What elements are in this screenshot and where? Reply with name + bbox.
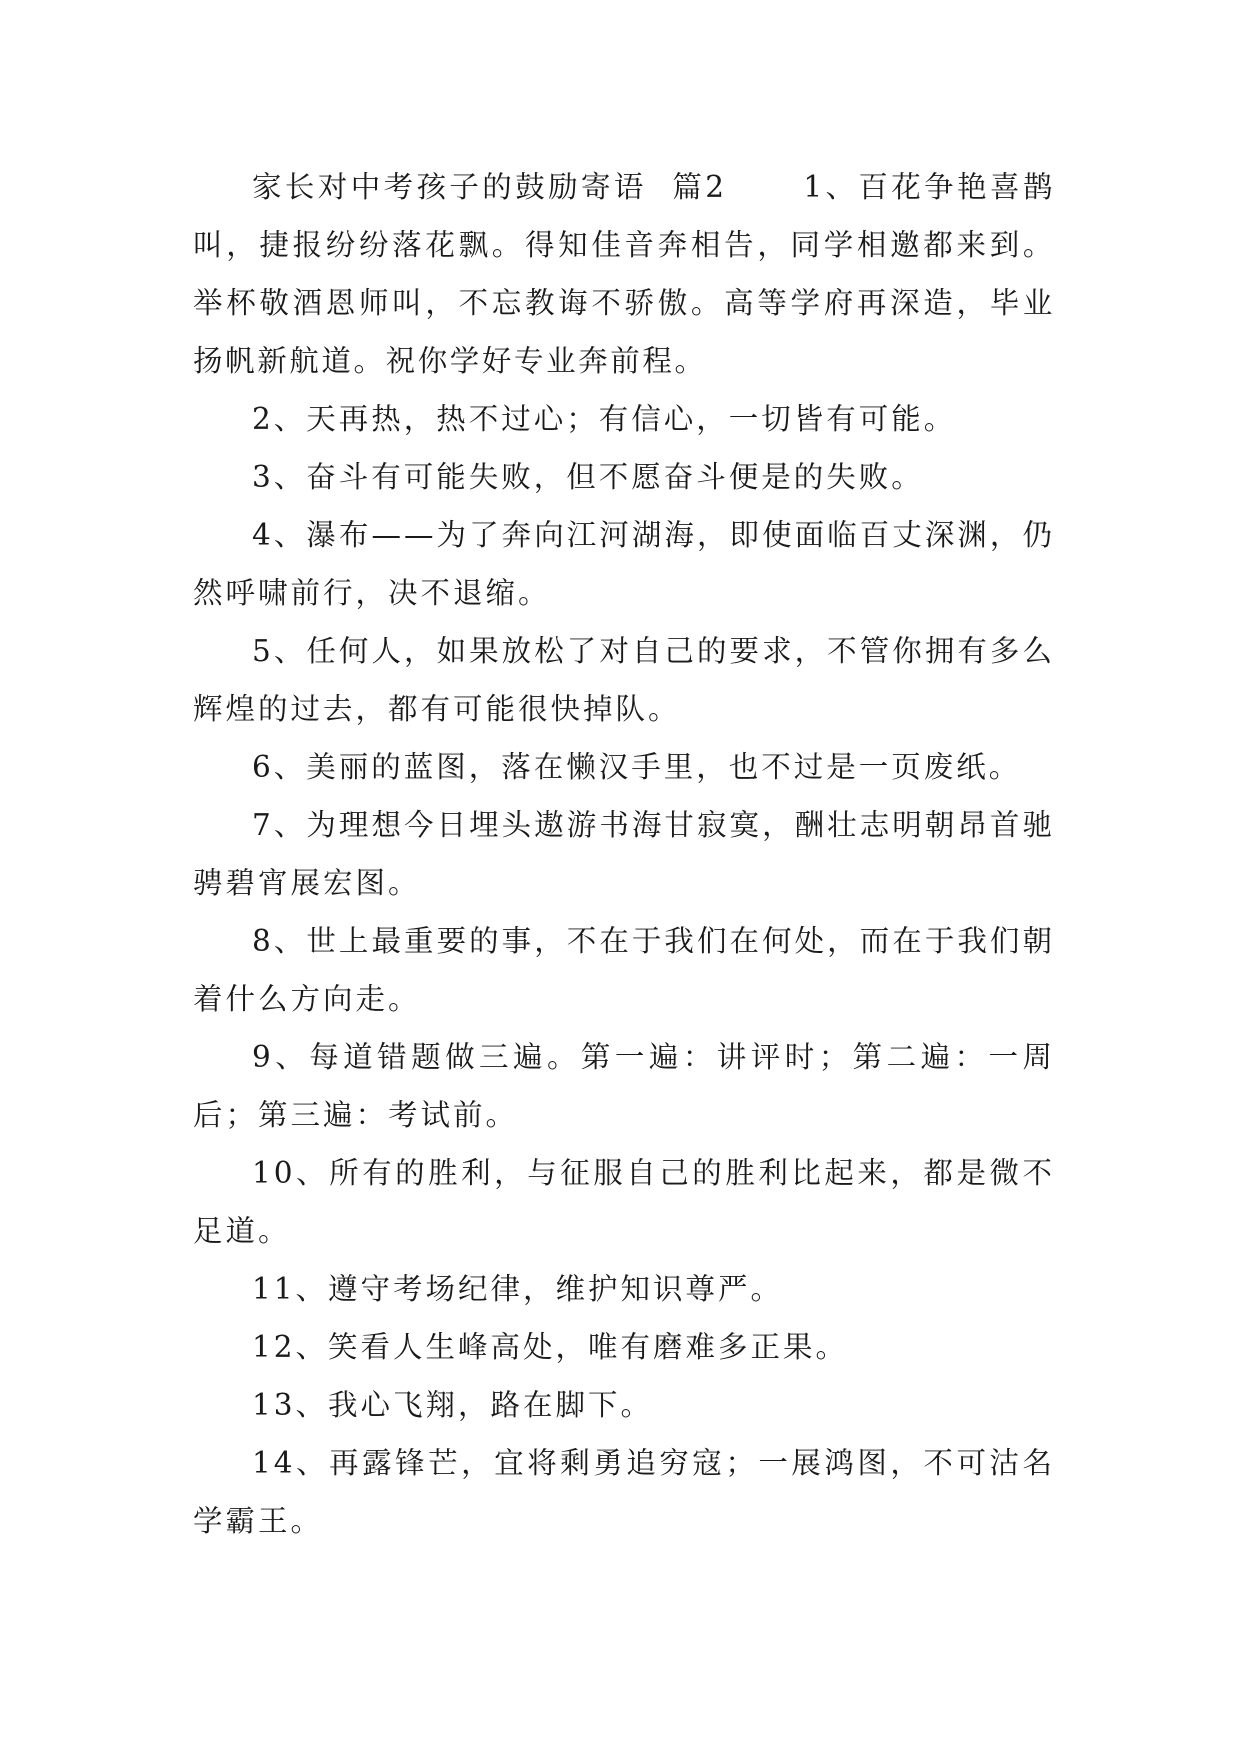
- paragraph: 10、所有的胜利，与征服自己的胜利比起来，都是微不足道。: [193, 1156, 1055, 1248]
- paragraph: 7、为理想今日埋头遨游书海甘寂寞，酬壮志明朝昂首驰骋碧宵展宏图。: [193, 808, 1055, 900]
- paragraph: 4、瀑布——为了奔向江河湖海，即使面临百丈深渊，仍然呼啸前行，决不退缩。: [193, 518, 1055, 610]
- paragraph-text: 1、百花争艳喜鹊叫，捷报纷纷落花飘。得知佳音奔相告，同学相邀都来到。举杯敬酒恩师叫，不忘教诲不骄傲。高等学府再深造，毕业扬帆新航道。祝你学好专业奔前程。: [193, 170, 1055, 378]
- paragraph: 14、再露锋芒，宜将剩勇追穷寇；一展鸿图，不可沽名学霸王。: [193, 1446, 1055, 1538]
- paragraph: 6、美丽的蓝图，落在懒汉手里，也不过是一页废纸。: [252, 750, 1022, 784]
- paragraph: 2、天再热，热不过心；有信心，一切皆有可能。: [252, 402, 957, 436]
- paragraph: 11、遵守考场纪律，维护知识尊严。: [252, 1272, 784, 1306]
- first-paragraph: [193, 158, 1055, 390]
- paragraph: 12、笑看人生峰高处，唯有磨难多正果。: [252, 1330, 849, 1364]
- paragraph: 8、世上最重要的事，不在于我们在何处，而在于我们朝着什么方向走。: [193, 924, 1055, 1016]
- paragraph: 3、奋斗有可能失败，但不愿奋斗便是的失败。: [252, 460, 924, 494]
- paragraph: 5、任何人，如果放松了对自己的要求，不管你拥有多么辉煌的过去，都有可能很快掉队。: [193, 634, 1055, 726]
- document-body: [193, 158, 1055, 1550]
- paragraph: 9、每道错题做三遍。第一遍：讲评时；第二遍：一周后；第三遍：考试前。: [193, 1040, 1055, 1132]
- section-title: 家长对中考孩子的鼓励寄语 篇2: [252, 170, 727, 204]
- paragraph: 13、我心飞翔，路在脚下。: [252, 1388, 654, 1422]
